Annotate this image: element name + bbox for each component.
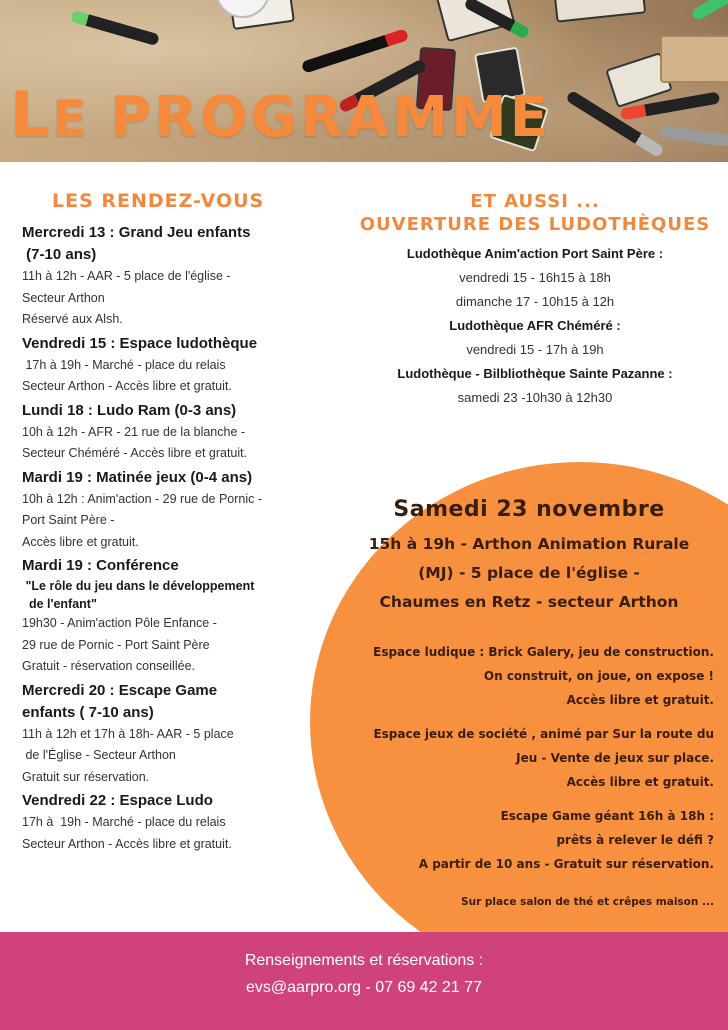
ludotheque-hours: samedi 23 -10h30 à 12h30: [457, 390, 613, 405]
activity-line: Espace jeux de société , animé par Sur la route du: [373, 727, 714, 741]
title-part-1: E: [52, 90, 111, 148]
event-title: Mardi 19 : Matinée jeux (0-4 ans): [22, 468, 253, 486]
saturday-sub-3: Chaumes en Retz - secteur Arthon: [379, 593, 679, 611]
activity-line: Accès libre et gratuit.: [566, 775, 714, 789]
event-title: Mercredi 13 : Grand Jeu enfants: [22, 224, 251, 241]
marker-pen-image: [70, 10, 160, 46]
event-item: [22, 555, 322, 678]
activity-line: On construit, on joue, on expose !: [483, 669, 714, 683]
event-title: Mercredi 20 : Escape Game: [22, 681, 218, 699]
ludotheque-hours: dimanche 17 - 10h15 à 12h: [455, 294, 615, 309]
activity-line: Jeu - Vente de jeux sur place.: [516, 751, 714, 765]
saturday-sub-1: 15h à 19h - Arthon Animation Rurale: [368, 535, 690, 553]
event-detail: 19h30 - Anim'action Pôle Enfance -: [22, 616, 217, 630]
event-detail: Port Saint Père -: [22, 513, 115, 527]
event-detail: 10h à 12h : Anim'action - 29 rue de Pornic -: [22, 491, 263, 506]
marker-pen-image: [301, 28, 409, 73]
ludotheque-item: [345, 314, 725, 362]
event-detail: 29 rue de Pornic - Port Saint Père: [22, 637, 210, 652]
rendez-vous-title: LES RENDEZ-VOUS: [52, 190, 265, 212]
contact-label: Renseignements et réservations :: [244, 952, 484, 969]
event-detail: 17h à 19h - Marché - place du relais: [22, 357, 226, 372]
event-item: [22, 222, 322, 331]
ludotheques-title: OUVERTURE DES LUDOTHÈQUES: [359, 214, 711, 235]
title-part-2: PROGRAMME: [110, 85, 551, 150]
ludotheque-name: Ludothèque - Bilbliothèque Sainte Pazanne :: [397, 366, 673, 381]
activity-ludique: [304, 640, 714, 712]
event-title-cont: (7-10 ans): [22, 246, 97, 263]
activity-line: Espace ludique : Brick Galery, jeu de construction.: [373, 645, 714, 659]
activity-line: prêts à relever le défi ?: [556, 833, 714, 847]
hero-photo: [0, 0, 728, 162]
et-aussi-title: ET AUSSI ...: [470, 191, 600, 212]
event-detail: 11h à 12h et 17h à 18h- AAR - 5 place: [22, 726, 234, 741]
activity-note: [304, 890, 714, 914]
game-card-image: [554, 0, 646, 23]
marker-pen-image: [690, 0, 728, 22]
event-detail: Accès libre et gratuit.: [22, 534, 139, 549]
ludotheque-hours: vendredi 15 - 16h15 à 18h: [459, 270, 611, 285]
event-title: Lundi 18 : Ludo Ram (0-3 ans): [22, 401, 237, 419]
ludotheque-hours: vendredi 15 - 17h à 19h: [466, 342, 604, 357]
activity-line: Escape Game géant 16h à 18h :: [500, 809, 714, 823]
event-item: [22, 467, 322, 554]
event-subtitle: "Le rôle du jeu dans le développement: [22, 579, 255, 593]
page-title: [10, 78, 551, 151]
saturday-sub-2: (MJ) - 5 place de l'église -: [418, 564, 640, 582]
title-first-letter: L: [10, 78, 53, 151]
event-item: [22, 400, 322, 465]
event-title: Vendredi 15 : Espace ludothèque: [22, 334, 258, 352]
event-item: [22, 333, 322, 398]
game-box-image: [660, 35, 728, 83]
saturday-title: Samedi 23 novembre: [393, 497, 665, 522]
ludotheque-item: [345, 242, 725, 314]
event-detail: Gratuit sur réservation.: [22, 769, 150, 784]
event-detail: Secteur Arthon: [22, 290, 105, 305]
event-detail: Secteur Arthon - Accès libre et gratuit.: [22, 379, 232, 393]
event-detail: 11h à 12h - AAR - 5 place de l'église -: [22, 269, 231, 283]
ludotheque-item: [345, 362, 725, 410]
event-item: [22, 790, 322, 855]
event-list: [22, 222, 322, 855]
salon-note: Sur place salon de thé et crêpes maison ...: [461, 896, 714, 908]
activity-line: A partir de 10 ans - Gratuit sur réservation.: [418, 857, 714, 871]
event-detail: Secteur Arthon - Accès libre et gratuit.: [22, 836, 232, 851]
ludotheque-name: Ludothèque AFR Chéméré :: [449, 318, 621, 333]
contact-footer: [0, 932, 728, 1030]
activity-line: Accès libre et gratuit.: [566, 693, 714, 707]
event-title: Vendredi 22 : Espace Ludo: [22, 792, 213, 809]
contact-details[interactable]: evs@aarpro.org - 07 69 42 21 77: [246, 979, 482, 996]
saturday-header: [330, 495, 728, 616]
activity-jeux-societe: [304, 722, 714, 794]
event-title: Mardi 19 : Conférence: [22, 557, 179, 574]
event-item: [22, 680, 322, 789]
ludotheques-section: [345, 190, 725, 410]
rendez-vous-section: [22, 190, 322, 857]
event-detail: Réservé aux Alsh.: [22, 312, 123, 326]
ludotheque-name: Ludothèque Anim'action Port Saint Père :: [406, 246, 664, 261]
event-title-cont: enfants ( 7-10 ans): [22, 703, 154, 721]
activity-escape-game: [304, 804, 714, 876]
ludotheque-list: [345, 242, 725, 410]
event-subtitle: de l'enfant": [22, 597, 97, 611]
event-detail: 10h à 12h - AFR - 21 rue de la blanche -: [22, 424, 246, 439]
event-detail: Gratuit - réservation conseillée.: [22, 659, 195, 673]
event-detail: 17h à 19h - Marché - place du relais: [22, 815, 226, 829]
event-detail: Secteur Chéméré - Accès libre et gratuit.: [22, 446, 248, 460]
marker-pen-image: [660, 125, 728, 147]
event-detail: de l'Église - Secteur Arthon: [22, 748, 176, 762]
